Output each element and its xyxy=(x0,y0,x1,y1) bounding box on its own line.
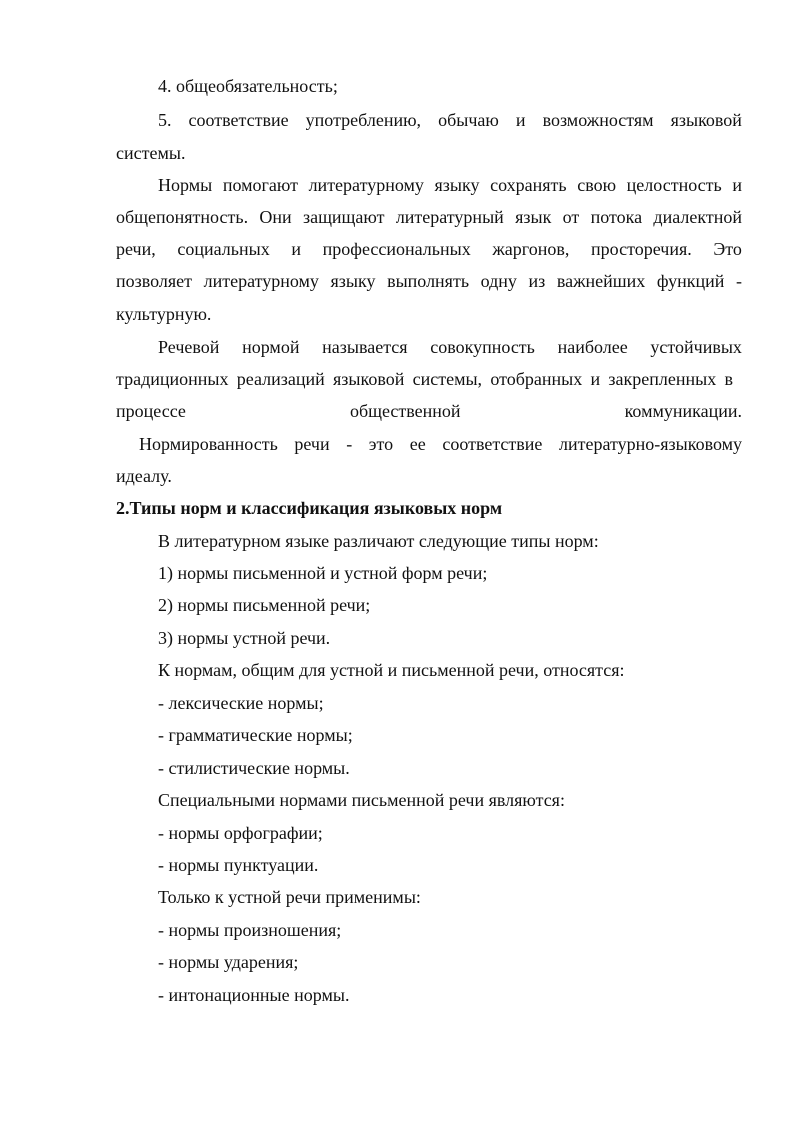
paragraph-line: К нормам, общим для устной и письменной речи, относятся: xyxy=(158,660,625,680)
list-item: 3) нормы устной речи. xyxy=(158,628,331,648)
word: жаргонов, xyxy=(492,239,570,259)
word: Это xyxy=(713,239,742,259)
word: речи xyxy=(294,434,330,454)
list-item-4: 4. общеобязательность; xyxy=(158,76,338,96)
word: профессиональных xyxy=(322,239,471,259)
word: нормой xyxy=(242,337,300,357)
section-heading: 2.Типы норм и классификация языковых норм xyxy=(116,498,503,518)
word: литературному xyxy=(203,271,319,291)
word: употреблению, xyxy=(305,110,422,130)
word: коммуникации. xyxy=(624,401,742,421)
paragraph-line xyxy=(116,238,742,260)
word: ее xyxy=(409,434,426,454)
word: отобранных xyxy=(490,369,583,389)
word: - xyxy=(346,434,353,454)
word: сохранять xyxy=(490,175,567,195)
paragraph-line xyxy=(116,400,742,422)
word: называется xyxy=(322,337,408,357)
word: процессе xyxy=(116,401,186,421)
list-item: - грамматические нормы; xyxy=(158,725,353,745)
word: в xyxy=(724,369,733,389)
word: соответствие xyxy=(442,434,543,454)
word: позволяет xyxy=(116,271,192,291)
word: защищают xyxy=(302,207,385,227)
word: наиболее xyxy=(557,337,628,357)
word: и xyxy=(590,369,601,389)
paragraph-line: В литературном языке различают следующие типы норм: xyxy=(158,531,599,551)
word: обычаю xyxy=(438,110,499,130)
paragraph-line xyxy=(116,206,742,228)
word: из xyxy=(528,271,546,291)
word: закрепленных xyxy=(608,369,717,389)
paragraph-line: культурную. xyxy=(116,304,212,324)
list-item: - стилистические нормы. xyxy=(158,758,350,778)
word: Они xyxy=(259,207,292,227)
word: 5. xyxy=(158,110,172,130)
word: и xyxy=(291,239,302,259)
word: возможностям xyxy=(542,110,654,130)
list-item: 1) нормы письменной и устной форм речи; xyxy=(158,563,488,583)
paragraph-line: Специальными нормами письменной речи являются: xyxy=(158,790,565,810)
word: речи, xyxy=(116,239,156,259)
paragraph-line: идеалу. xyxy=(116,466,172,486)
word: и xyxy=(515,110,526,130)
word: - xyxy=(735,271,742,291)
word: это xyxy=(368,434,394,454)
paragraph-line xyxy=(139,433,742,455)
word: функций xyxy=(656,271,725,291)
word: Нормы xyxy=(158,175,213,195)
list-item: - лексические нормы; xyxy=(158,693,324,713)
word: системы, xyxy=(412,369,483,389)
word: языку xyxy=(434,175,480,195)
paragraph-line: Только к устной речи применимы: xyxy=(158,887,421,907)
word: устойчивых xyxy=(650,337,742,357)
word: реализаций xyxy=(236,369,325,389)
paragraph-line xyxy=(116,368,733,390)
list-item: - нормы ударения; xyxy=(158,952,299,972)
paragraph-line xyxy=(158,174,742,196)
word: просторечия. xyxy=(591,239,692,259)
word: Нормированность xyxy=(139,434,278,454)
word: и xyxy=(732,175,742,195)
list-item: - нормы пунктуации. xyxy=(158,855,319,875)
word: помогают xyxy=(222,175,298,195)
word: от xyxy=(562,207,580,227)
word: целостность xyxy=(626,175,722,195)
word: литературный xyxy=(395,207,504,227)
word: свою xyxy=(577,175,617,195)
word: языковой xyxy=(333,369,405,389)
paragraph-line xyxy=(158,336,742,358)
word: язык xyxy=(515,207,552,227)
list-item: - нормы произношения; xyxy=(158,920,342,940)
word: выполнять xyxy=(387,271,470,291)
word: традиционных xyxy=(116,369,229,389)
word: общественной xyxy=(349,401,461,421)
paragraph-line xyxy=(116,270,742,292)
word: языковой xyxy=(670,110,742,130)
list-item: - интонационные нормы. xyxy=(158,985,350,1005)
list-item: - нормы орфографии; xyxy=(158,823,323,843)
word: социальных xyxy=(177,239,270,259)
word: одну xyxy=(480,271,517,291)
text-line: системы. xyxy=(116,143,186,163)
word: соответствие xyxy=(188,110,289,130)
list-item: 2) нормы письменной речи; xyxy=(158,595,371,615)
word: литературному xyxy=(308,175,424,195)
word: Речевой xyxy=(158,337,220,357)
word: важнейших xyxy=(556,271,646,291)
word: диалектной xyxy=(653,207,742,227)
word: совокупность xyxy=(430,337,535,357)
word: языку xyxy=(330,271,376,291)
list-item-5 xyxy=(158,109,742,131)
word: потока xyxy=(590,207,643,227)
word: общепонятность. xyxy=(116,207,249,227)
word: литературно-языковому xyxy=(559,434,742,454)
